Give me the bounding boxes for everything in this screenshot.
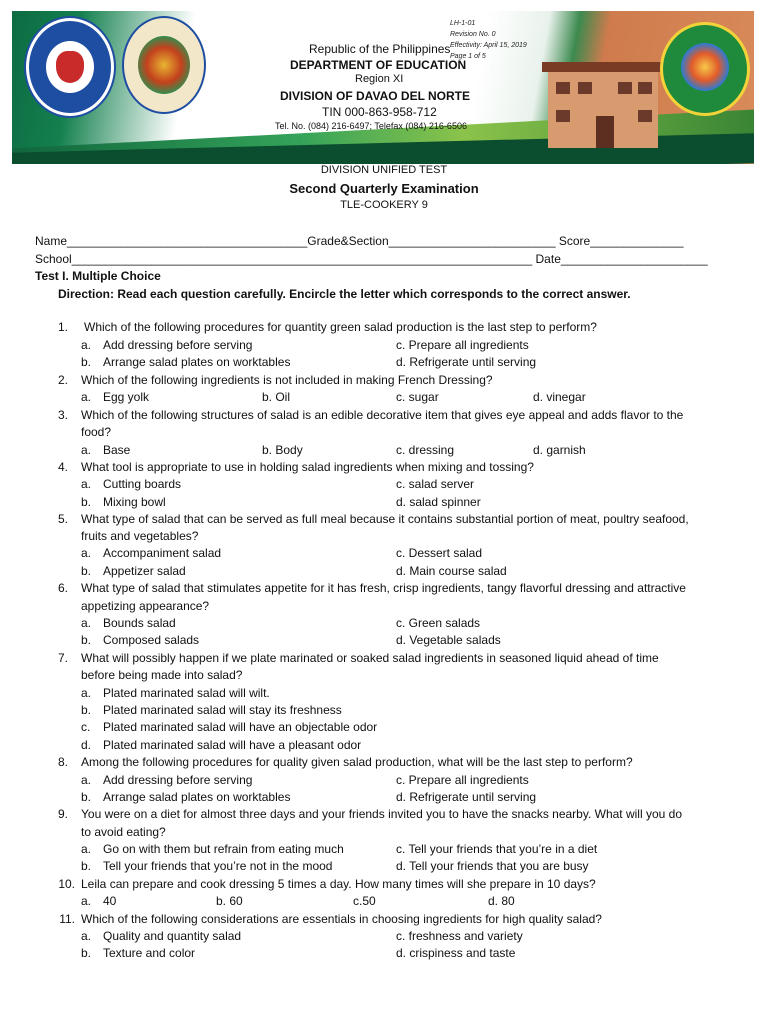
test-name: DIVISION UNIFIED TEST (320, 164, 448, 176)
q1-option-c[interactable]: c. Prepare all ingredients (396, 338, 529, 352)
name-grade-score-line[interactable]: Name____________________________________Grade&Section_________________________ Score______________ (35, 234, 684, 248)
school-date-line[interactable]: School_____________________________________________________________________ Date______________________ (35, 252, 708, 266)
q11-option-d[interactable]: d. crispiness and taste (396, 946, 516, 960)
republic-label: Republic of the Philippines (309, 42, 451, 56)
q4-option-d[interactable]: d. salad spinner (396, 495, 481, 509)
question-6-cont: appetizing appearance? (81, 599, 210, 613)
q4-option-c[interactable]: c. salad server (396, 477, 475, 491)
q3-option-a[interactable]: Base (103, 443, 131, 457)
q2-option-d[interactable]: d. vinegar (533, 390, 586, 404)
division-label: DIVISION OF DAVAO DEL NORTE (280, 89, 471, 103)
q3-option-d[interactable]: d. garnish (533, 443, 586, 457)
q6-option-c[interactable]: c. Green salads (396, 616, 481, 630)
q8-option-d[interactable]: d. Refrigerate until serving (396, 790, 537, 804)
tin-label: TIN 000-863-958-712 (322, 105, 437, 119)
q5-option-d[interactable]: d. Main course salad (396, 564, 507, 578)
q5-option-b[interactable]: Appetizer salad (103, 564, 186, 578)
q11-option-b[interactable]: Texture and color (103, 946, 196, 960)
q6-option-a[interactable]: Bounds salad (103, 616, 176, 630)
question-2: Which of the following ingredients is not included in making French Dressing? (81, 373, 493, 387)
effectivity: Effectivity: April 15, 2019 (450, 42, 527, 49)
question-number: 11. (59, 912, 75, 926)
q2-option-c[interactable]: c. sugar (396, 390, 439, 404)
q1-option-a[interactable]: Add dressing before serving (103, 338, 253, 352)
option-letter: a. (81, 477, 92, 491)
option-letter: b. (81, 790, 92, 804)
q7-option-d[interactable]: Plated marinated salad will have a pleasant odor (103, 738, 362, 752)
question-3: Which of the following structures of salad is an edible decorative item that gives eye appeal and adds flavor to the (81, 408, 684, 422)
question-5: What type of salad that can be served as full meal because it contains substantial portion of meat, poultry seafood, (81, 512, 689, 526)
question-number: 2. (57, 373, 68, 387)
question-10: Leila can prepare and cook dressing 5 times a day. How many times will she prepare in 10 days? (81, 877, 596, 891)
q5-option-a[interactable]: Accompaniment salad (103, 546, 222, 560)
q2-option-a[interactable]: Egg yolk (103, 390, 150, 404)
question-1: Which of the following procedures for quantity green salad production is the last step to perform? (84, 320, 597, 334)
exam-name: Second Quarterly Examination (289, 181, 479, 196)
option-letter: a. (81, 443, 92, 457)
q9-option-a[interactable]: Go on with them but refrain from eating much (103, 842, 344, 856)
section-title: Test I. Multiple Choice (35, 269, 161, 283)
question-7-cont: before being made into salad? (81, 668, 243, 682)
q7-option-c[interactable]: Plated marinated salad will have an objectable odor (103, 720, 378, 734)
option-letter: b. (81, 859, 92, 873)
option-letter: b. (81, 564, 92, 578)
option-letter: a. (81, 894, 92, 908)
q10-option-c[interactable]: c.50 (353, 894, 376, 908)
question-number: 6. (57, 581, 68, 595)
q11-option-a[interactable]: Quality and quantity salad (103, 929, 242, 943)
q8-option-a[interactable]: Add dressing before serving (103, 773, 253, 787)
division-davao-del-norte-seal-icon (660, 22, 750, 116)
question-number: 3. (57, 408, 68, 422)
q10-option-a[interactable]: 40 (103, 894, 117, 908)
question-6: What type of salad that stimulates appetite for it has fresh, crisp ingredients, tangy flavorful dressing and attractive (81, 581, 686, 595)
page-indicator: Page 1 of 5 (450, 53, 486, 60)
q1-option-d[interactable]: d. Refrigerate until serving (396, 355, 537, 369)
question-8: Among the following procedures for quality given salad production, what will be the last step to perform? (81, 755, 633, 769)
department-label: DEPARTMENT OF EDUCATION (290, 58, 467, 72)
question-7: What will possibly happen if we plate marinated or soaked salad ingredients in seasoned liquid ahead of time (81, 651, 659, 665)
q7-option-b[interactable]: Plated marinated salad will stay its freshness (103, 703, 342, 717)
option-letter: a. (81, 616, 92, 630)
q8-option-c[interactable]: c. Prepare all ingredients (396, 773, 529, 787)
option-letter: a. (81, 773, 92, 787)
q5-option-c[interactable]: c. Dessert salad (396, 546, 483, 560)
q9-option-b[interactable]: Tell your friends that you’re not in the mood (103, 859, 333, 873)
q11-option-c[interactable]: c. freshness and variety (396, 929, 523, 943)
option-letter: a. (81, 929, 92, 943)
question-number: 4. (57, 460, 68, 474)
option-letter: b. (81, 946, 92, 960)
q9-option-d[interactable]: d. Tell your friends that you are busy (396, 859, 589, 873)
question-3-cont: food? (81, 425, 112, 439)
option-letter: b. (81, 633, 92, 647)
option-letter: b. (81, 495, 92, 509)
question-5-cont: fruits and vegetables? (81, 529, 199, 543)
option-letter: a. (81, 546, 92, 560)
question-9-cont: to avoid eating? (81, 825, 166, 839)
q10-option-b[interactable]: b. 60 (216, 894, 243, 908)
question-9: You were on a diet for almost three days and your friends invited you to have the snacks nearby. What will you do (81, 807, 683, 821)
option-letter: c. (81, 720, 91, 734)
q3-option-c[interactable]: c. dressing (396, 443, 455, 457)
question-4: What tool is appropriate to use in holding salad ingredients when mixing and tossing? (81, 460, 534, 474)
question-number: 9. (57, 807, 68, 821)
question-11: Which of the following considerations are essentials in choosing ingredients for high quality salad? (81, 912, 602, 926)
option-letter: a. (81, 842, 92, 856)
subject-name: TLE-COOKERY 9 (340, 199, 428, 211)
school-building-photo (548, 70, 658, 148)
q1-option-b[interactable]: Arrange salad plates on worktables (103, 355, 291, 369)
q7-option-a[interactable]: Plated marinated salad will wilt. (103, 686, 270, 700)
option-letter: a. (81, 686, 92, 700)
q8-option-b[interactable]: Arrange salad plates on worktables (103, 790, 291, 804)
q10-option-d[interactable]: d. 80 (488, 894, 515, 908)
question-number: 1. (57, 320, 68, 334)
option-letter: a. (81, 390, 92, 404)
option-letter: d. (81, 738, 92, 752)
q9-option-c[interactable]: c. Tell your friends that you’re in a diet (396, 842, 598, 856)
contact-label: Tel. No. (084) 216-6497; Telefax (084) 216-6506 (275, 121, 467, 131)
option-letter: b. (81, 355, 92, 369)
option-letter: b. (81, 703, 92, 717)
deped-seal-icon (26, 18, 114, 116)
q6-option-d[interactable]: d. Vegetable salads (396, 633, 501, 647)
q4-option-b[interactable]: Mixing bowl (103, 495, 166, 509)
doc-code: LH-1-01 (450, 20, 476, 27)
q2-option-b[interactable]: b. Oil (262, 390, 291, 404)
q4-option-a[interactable]: Cutting boards (103, 477, 182, 491)
question-number: 10. (58, 877, 75, 891)
option-letter: a. (81, 338, 92, 352)
q3-option-b[interactable]: b. Body (262, 443, 303, 457)
directions: Direction: Read each question carefully. Encircle the letter which corresponds to the correct answer. (58, 287, 631, 301)
q6-option-b[interactable]: Composed salads (103, 633, 200, 647)
question-number: 8. (57, 755, 68, 769)
region-xi-seal-icon (122, 16, 206, 114)
question-number: 7. (57, 651, 68, 665)
question-number: 5. (57, 512, 68, 526)
region-label: Region XI (355, 73, 404, 85)
revision-no: Revision No. 0 (450, 31, 496, 38)
